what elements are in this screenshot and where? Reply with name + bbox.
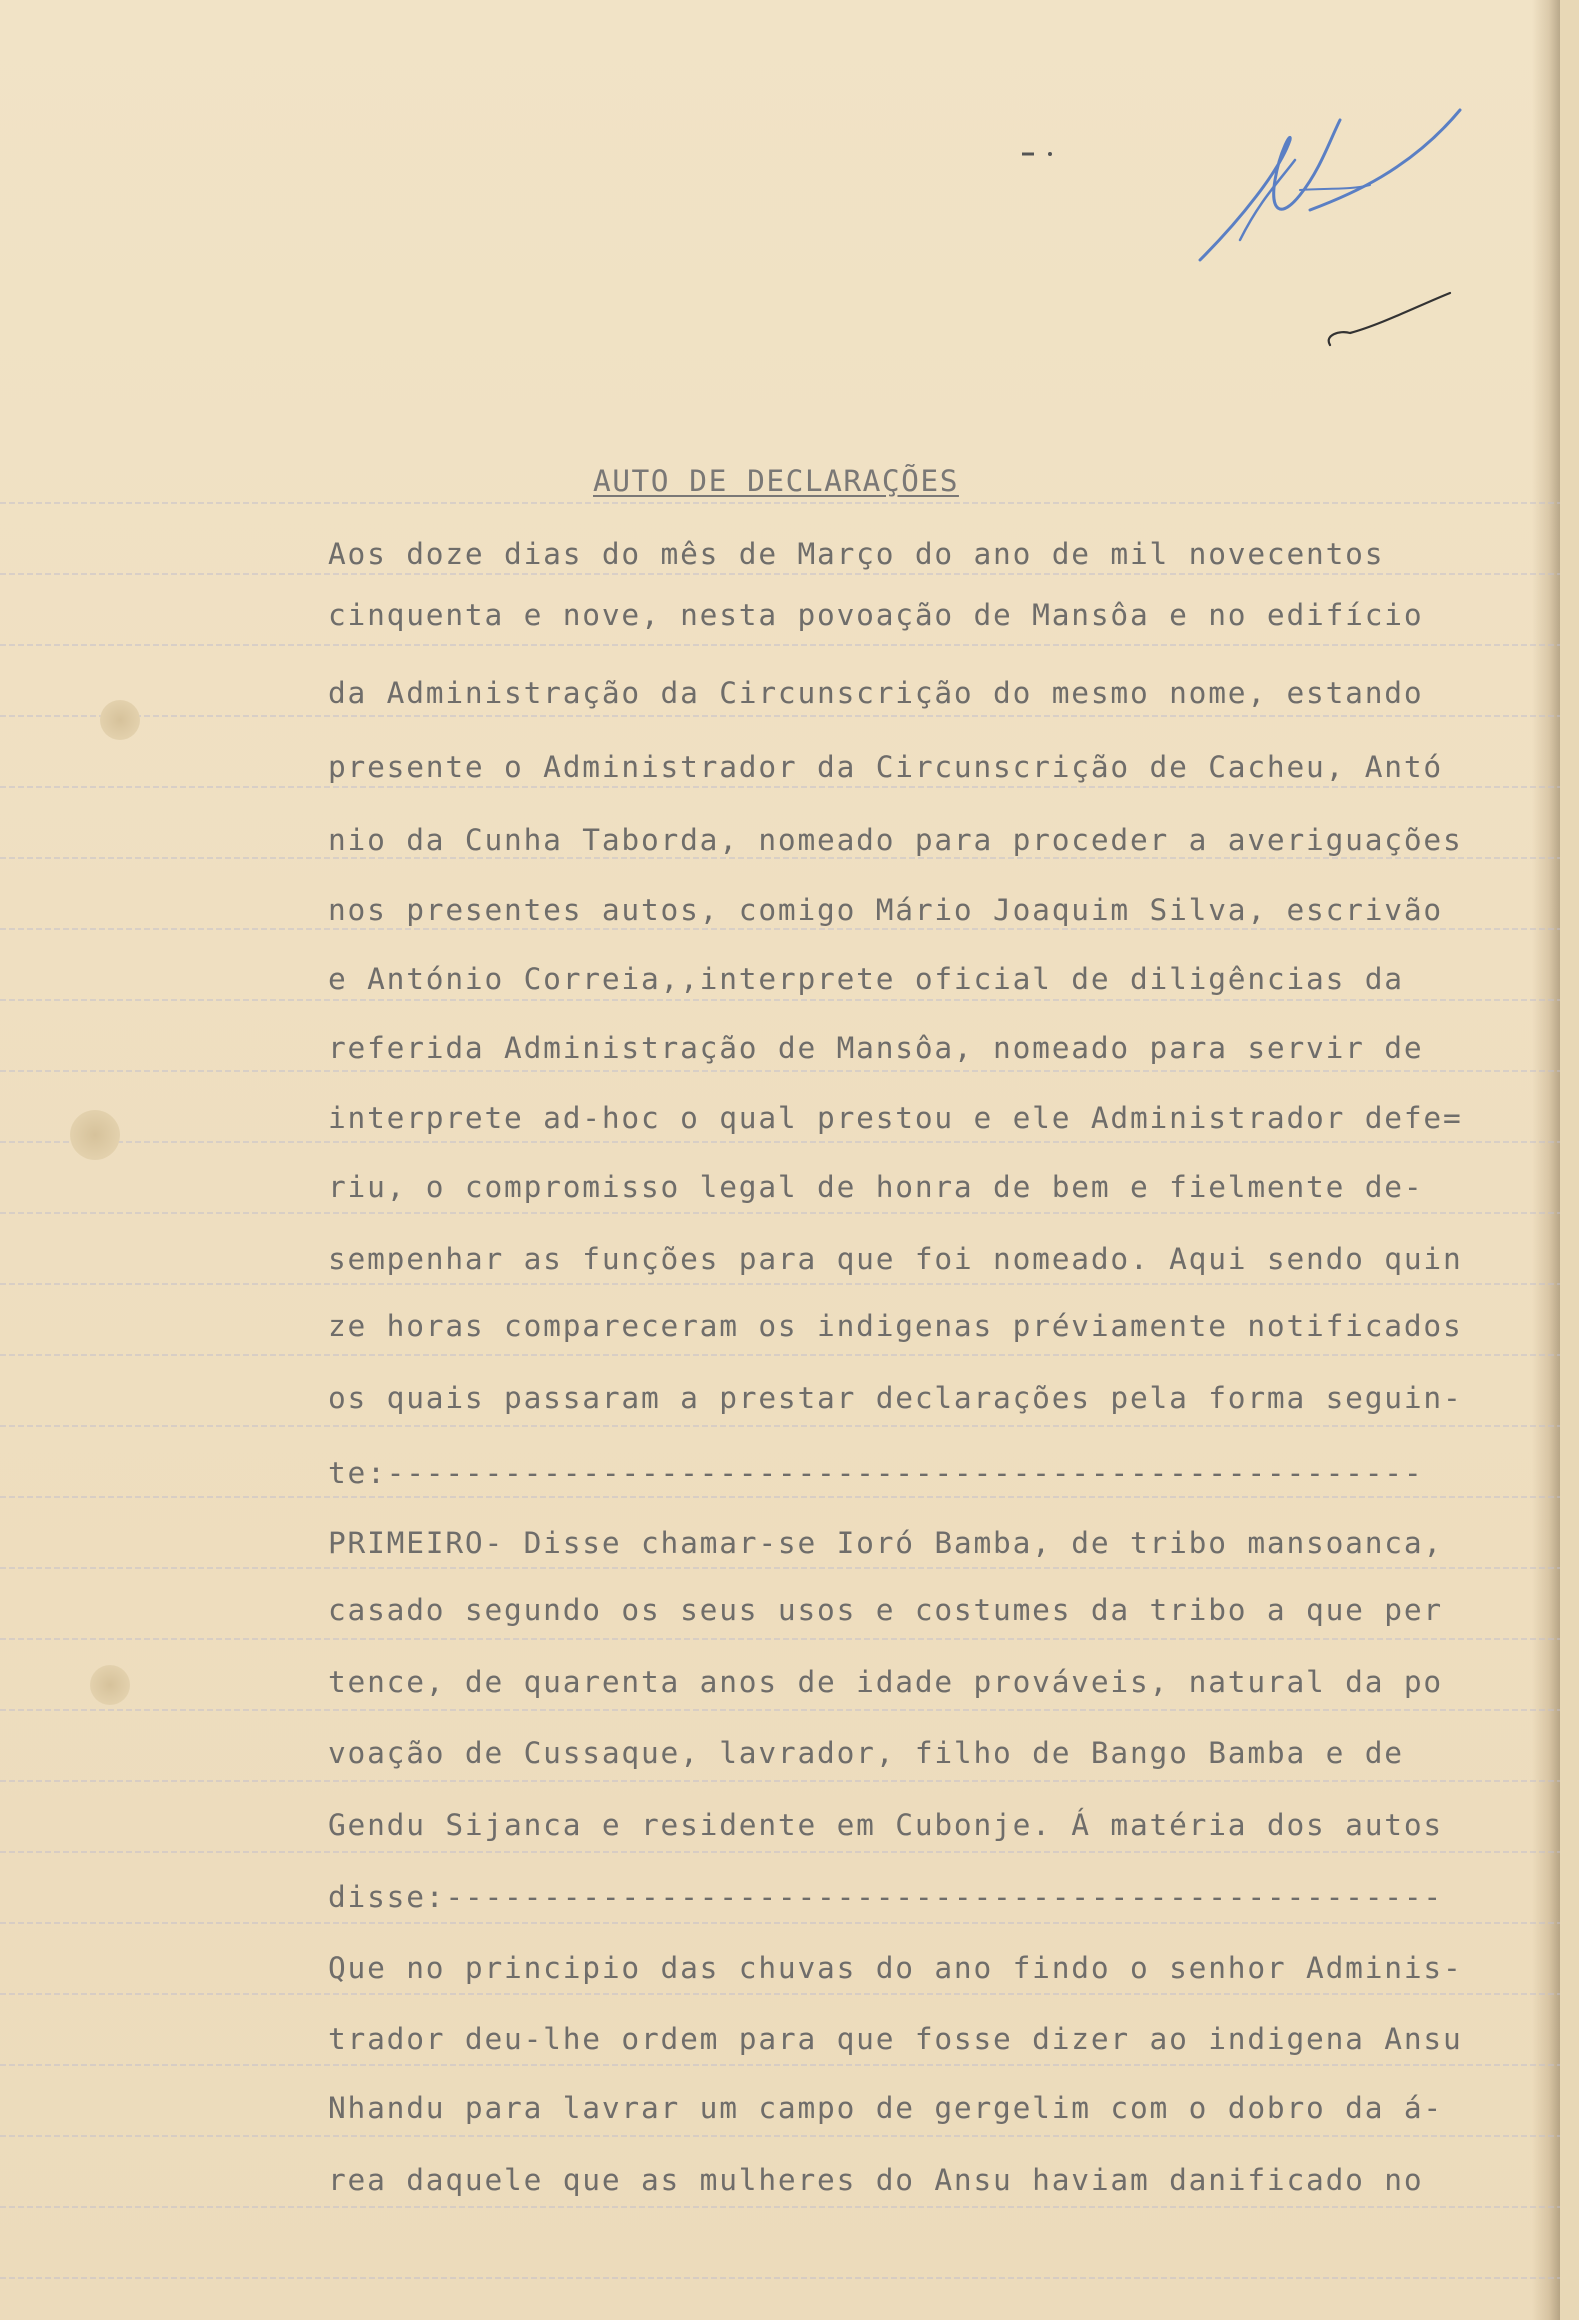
body-line: trador deu-lhe ordem para que fosse dizer ao indigena Ansu (328, 2022, 1463, 2056)
body-line: nio da Cunha Taborda, nomeado para proceder a averiguações (328, 823, 1463, 857)
document-heading: AUTO DE DECLARAÇÕES (593, 464, 959, 498)
punch-hole-mark (70, 1110, 120, 1160)
body-line: interprete ad-hoc o qual prestou e ele Administrador defe= (328, 1101, 1463, 1135)
body-line: Gendu Sijanca e residente em Cubonje. Á matéria dos autos (328, 1808, 1443, 1842)
body-line: os quais passaram a prestar declarações pela forma seguin- (328, 1381, 1463, 1415)
body-line: Que no principio das chuvas do ano findo o senhor Adminis- (328, 1951, 1463, 1985)
body-line: Nhandu para lavrar um campo de gergelim com o dobro da á- (328, 2091, 1443, 2125)
body-line: nos presentes autos, comigo Mário Joaquim Silva, escrivão (328, 893, 1443, 927)
body-line: presente o Administrador da Circunscrição de Cacheu, Antó (328, 750, 1443, 784)
body-line: ze horas compareceram os indigenas préviamente notificados (328, 1309, 1463, 1343)
body-line: e António Correia,,interprete oficial de diligências da (328, 962, 1404, 996)
body-line: sempenhar as funções para que foi nomeado. Aqui sendo quin (328, 1242, 1463, 1276)
document-body (328, 0, 1548, 2197)
body-line: riu, o compromisso legal de honra de bem e fielmente de- (328, 1170, 1424, 1204)
body-line: da Administração da Circunscrição do mesmo nome, estando (328, 676, 1424, 710)
body-line: rea daquele que as mulheres do Ansu haviam danificado no (328, 2163, 1424, 2197)
body-line: te:----------------------------------------------------- (328, 1456, 1424, 1490)
body-line: cinquenta e nove, nesta povoação de Mansôa e no edifício (328, 598, 1424, 632)
body-line: casado segundo os seus usos e costumes da tribo a que per (328, 1593, 1443, 1627)
body-line: PRIMEIRO- Disse chamar-se Ioró Bamba, de tribo mansoanca, (328, 1526, 1443, 1560)
punch-hole-mark (100, 700, 140, 740)
body-line: disse:--------------------------------------------------- (328, 1880, 1443, 1914)
body-line: tence, de quarenta anos de idade prováveis, natural da po (328, 1665, 1443, 1699)
body-line: voação de Cussaque, lavrador, filho de Bango Bamba e de (328, 1736, 1404, 1770)
body-line: referida Administração de Mansôa, nomeado para servir de (328, 1031, 1424, 1065)
punch-hole-mark (90, 1665, 130, 1705)
body-line: Aos doze dias do mês de Março do ano de mil novecentos (328, 537, 1385, 571)
